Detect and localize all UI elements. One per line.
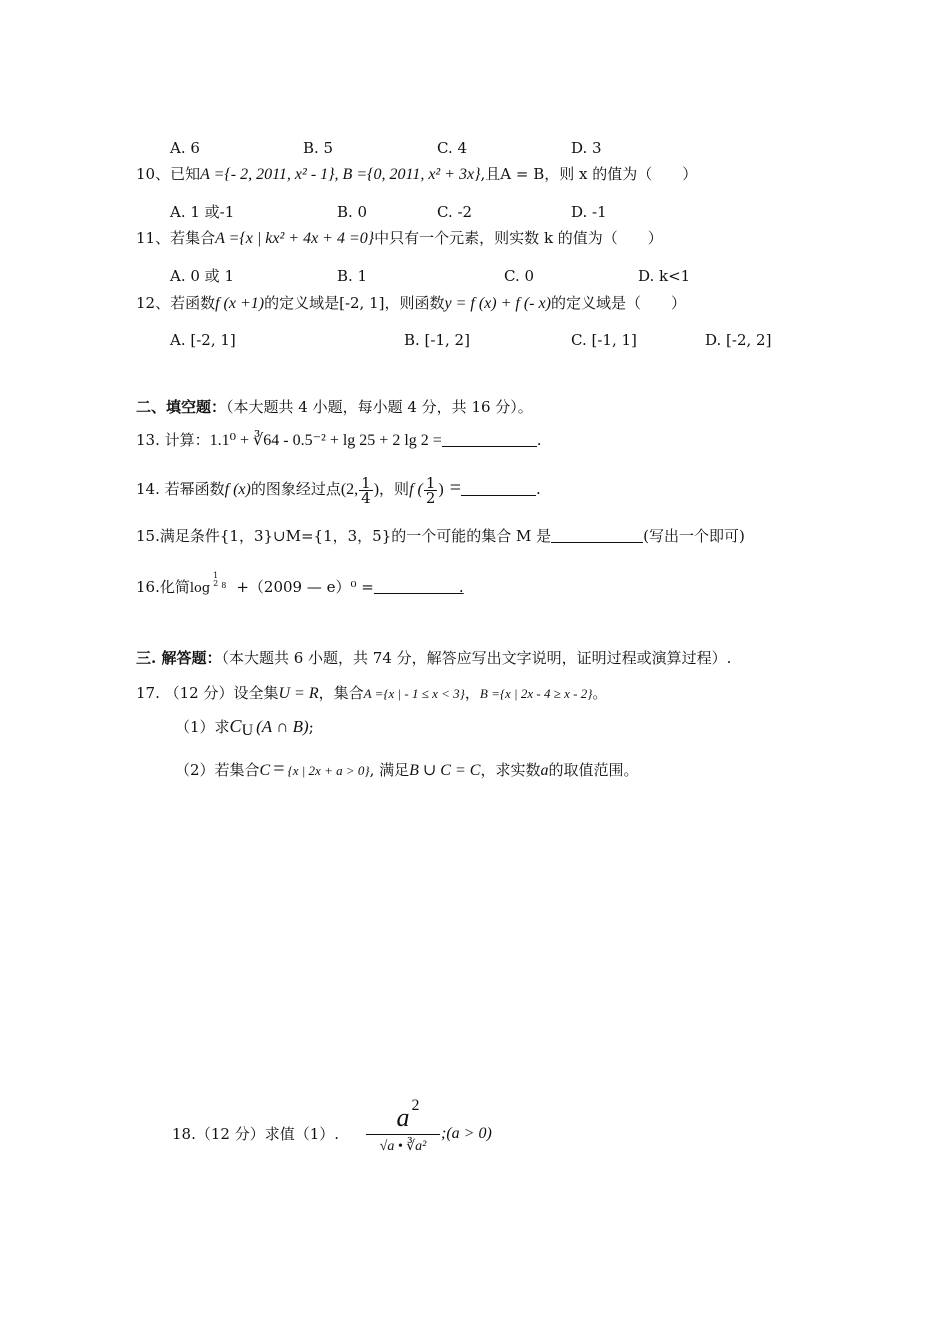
q16-base-denominator: 2 — [213, 579, 219, 588]
q17-mid: ，集合 — [318, 684, 364, 702]
q12-option-b: B. [-1, 2] — [404, 331, 470, 349]
q17-p1-complement: C — [229, 716, 242, 736]
q12-label: 12、若函数 — [136, 294, 216, 312]
q14-eq: = — [449, 477, 461, 499]
q16-log: log — [189, 581, 211, 596]
q13-end: . — [536, 431, 542, 449]
q17-sep: ， — [464, 684, 480, 702]
q18-num: a — [396, 1103, 410, 1132]
section-2-header — [136, 397, 533, 417]
q16-answer-blank[interactable] — [374, 579, 459, 594]
q14-f2-denominator: 2 — [425, 488, 436, 507]
section-3-header — [136, 648, 731, 668]
q11-set: A ={x | kx² + 4x + 4 =0} — [215, 230, 375, 247]
section-3-desc: （本大题共 6 小题，共 74 分，解答应写出文字说明，证明过程或演算过程）. — [221, 649, 732, 667]
q12-f: f (x +1) — [215, 295, 265, 312]
question-11 — [136, 228, 663, 249]
q11-option-a: A. 0 或 1 — [170, 267, 234, 285]
q17-p1-rest: (A ∩ B) — [256, 717, 309, 736]
question-12 — [136, 293, 686, 314]
q17-universal-set: U = R — [278, 685, 319, 702]
q17-end: 。 — [592, 684, 608, 702]
q10-label: 10、已知 — [136, 165, 201, 183]
q17-p2-tail: ，求实数 — [480, 761, 541, 779]
q13-expr: 1.1⁰ + ∛64 - 0.5⁻² + lg 25 + 2 lg 2 = — [209, 432, 442, 449]
q17-p2-set: {x | 2x + a > 0} — [287, 763, 370, 778]
q10-option-a: A. 1 或-1 — [170, 203, 235, 221]
q18-tail: ;(a > 0) — [441, 1125, 492, 1142]
q15-tail: (写出一个即可) — [643, 527, 745, 545]
q17-label: 17. （12 分）设全集 — [136, 684, 279, 702]
q11-option-d: D. k<1 — [638, 267, 691, 285]
q9-option-b: B. 5 — [303, 139, 334, 157]
q10-cond: ,且A = B — [480, 165, 545, 183]
q10-option-b: B. 0 — [337, 203, 368, 221]
q14-point-close: ) — [373, 481, 380, 498]
q11-tail: 中只有一个元素，则实数 k 的值为（ ） — [374, 229, 663, 247]
q14-point-numerator: 1 — [361, 473, 371, 492]
q11-option-b: B. 1 — [337, 267, 368, 285]
q17-p2-a: a — [540, 762, 549, 779]
question-18 — [172, 1124, 339, 1144]
q11-label: 11、若集合 — [136, 229, 216, 247]
q12-tail: 的定义域是（ ） — [550, 294, 686, 312]
q14-point-fraction — [359, 473, 373, 507]
q17-set-b: B ={x | 2x - 4 ≥ x - 2} — [479, 686, 593, 701]
question-16 — [136, 572, 464, 599]
q17-p2-end: 的取值范围。 — [548, 761, 639, 779]
q14-point-open: (2, — [340, 481, 359, 498]
q17-p1-label: （1）求 — [175, 718, 230, 736]
q12-g: y = f (x) + f (- x) — [444, 295, 551, 312]
q10-option-c: C. -2 — [437, 203, 473, 221]
q14-end: . — [536, 480, 541, 498]
q17-part-2 — [175, 759, 638, 781]
q12-option-c: C. [-1, 1] — [571, 331, 637, 349]
q16-log-arg: 8 — [221, 581, 227, 590]
section-2-desc: （本大题共 4 小题，每小题 4 分，共 16 分）。 — [226, 398, 533, 416]
q12-mid: 的定义域是[-2, 1]，则函数 — [264, 294, 445, 312]
q18-numerator: a 2 — [366, 1102, 440, 1135]
q15-answer-blank[interactable] — [551, 528, 643, 543]
q17-p1-sub: U — [241, 722, 254, 739]
q13-label: 13. 计算： — [136, 431, 210, 449]
q17-p1-end: ; — [308, 718, 314, 736]
q15-text: 15.满足条件{1，3}∪M={1，3，5}的一个可能的集合 M 是 — [136, 527, 552, 545]
q14-f2-open: f ( — [409, 481, 423, 498]
q17-p2-cond: B ∪ C = C — [409, 762, 481, 779]
section-3-title: 三. 解答题： — [136, 649, 222, 667]
q14-f: f (x) — [224, 481, 251, 498]
q17-p2-c: C — [259, 762, 271, 779]
section-2-title: 二、填空题： — [136, 398, 227, 416]
q12-option-d: D. [-2, 2] — [705, 331, 772, 349]
q14-answer-blank[interactable] — [461, 481, 536, 496]
q16-end: . — [458, 578, 464, 596]
q18-denominator: √a • ∛a² — [379, 1139, 427, 1154]
q17-set-a: A ={x | - 1 ≤ x < 3} — [363, 686, 465, 701]
q16-rest: +（2009 — e）⁰ = — [236, 578, 374, 596]
question-15 — [136, 526, 745, 546]
question-13 — [136, 430, 542, 451]
q17-part-1 — [175, 716, 314, 737]
q17-p2-eq: = — [273, 758, 285, 780]
q14-f2-close: ) — [438, 481, 444, 498]
q14-label: 14. 若幂函数 — [136, 480, 225, 498]
q18-fraction — [366, 1097, 440, 1159]
q13-answer-blank[interactable] — [442, 432, 537, 447]
q17-p2-label: （2）若集合 — [175, 761, 260, 779]
q9-option-a: A. 6 — [170, 139, 200, 157]
question-10 — [136, 164, 697, 185]
question-14 — [136, 470, 541, 508]
q14-f2-fraction — [424, 473, 438, 507]
q10-sets: A ={- 2, 2011, x² - 1}, B ={0, 2011, x² + 3x} — [200, 166, 481, 183]
q16-label: 16.化简 — [136, 578, 190, 596]
q16-base-numerator: 1 — [213, 571, 219, 580]
q12-option-a: A. [-2, 1] — [170, 331, 236, 349]
q9-option-c: C. 4 — [437, 139, 468, 157]
q11-option-c: C. 0 — [504, 267, 535, 285]
q9-option-d: D. 3 — [571, 139, 602, 157]
q16-log-base — [211, 572, 220, 588]
q14-mid2: ，则 — [379, 480, 410, 498]
q10-tail: ，则 x 的值为（ ） — [544, 165, 698, 183]
q14-point-denominator: 4 — [361, 488, 371, 507]
q14-f2-numerator: 1 — [425, 473, 436, 492]
q17-p2-mid: , 满足 — [369, 761, 410, 779]
question-17 — [136, 683, 607, 704]
q18-label: 18.（12 分）求值（1）. — [172, 1125, 340, 1143]
q14-mid: 的图象经过点 — [250, 480, 341, 498]
q10-option-d: D. -1 — [571, 203, 607, 221]
